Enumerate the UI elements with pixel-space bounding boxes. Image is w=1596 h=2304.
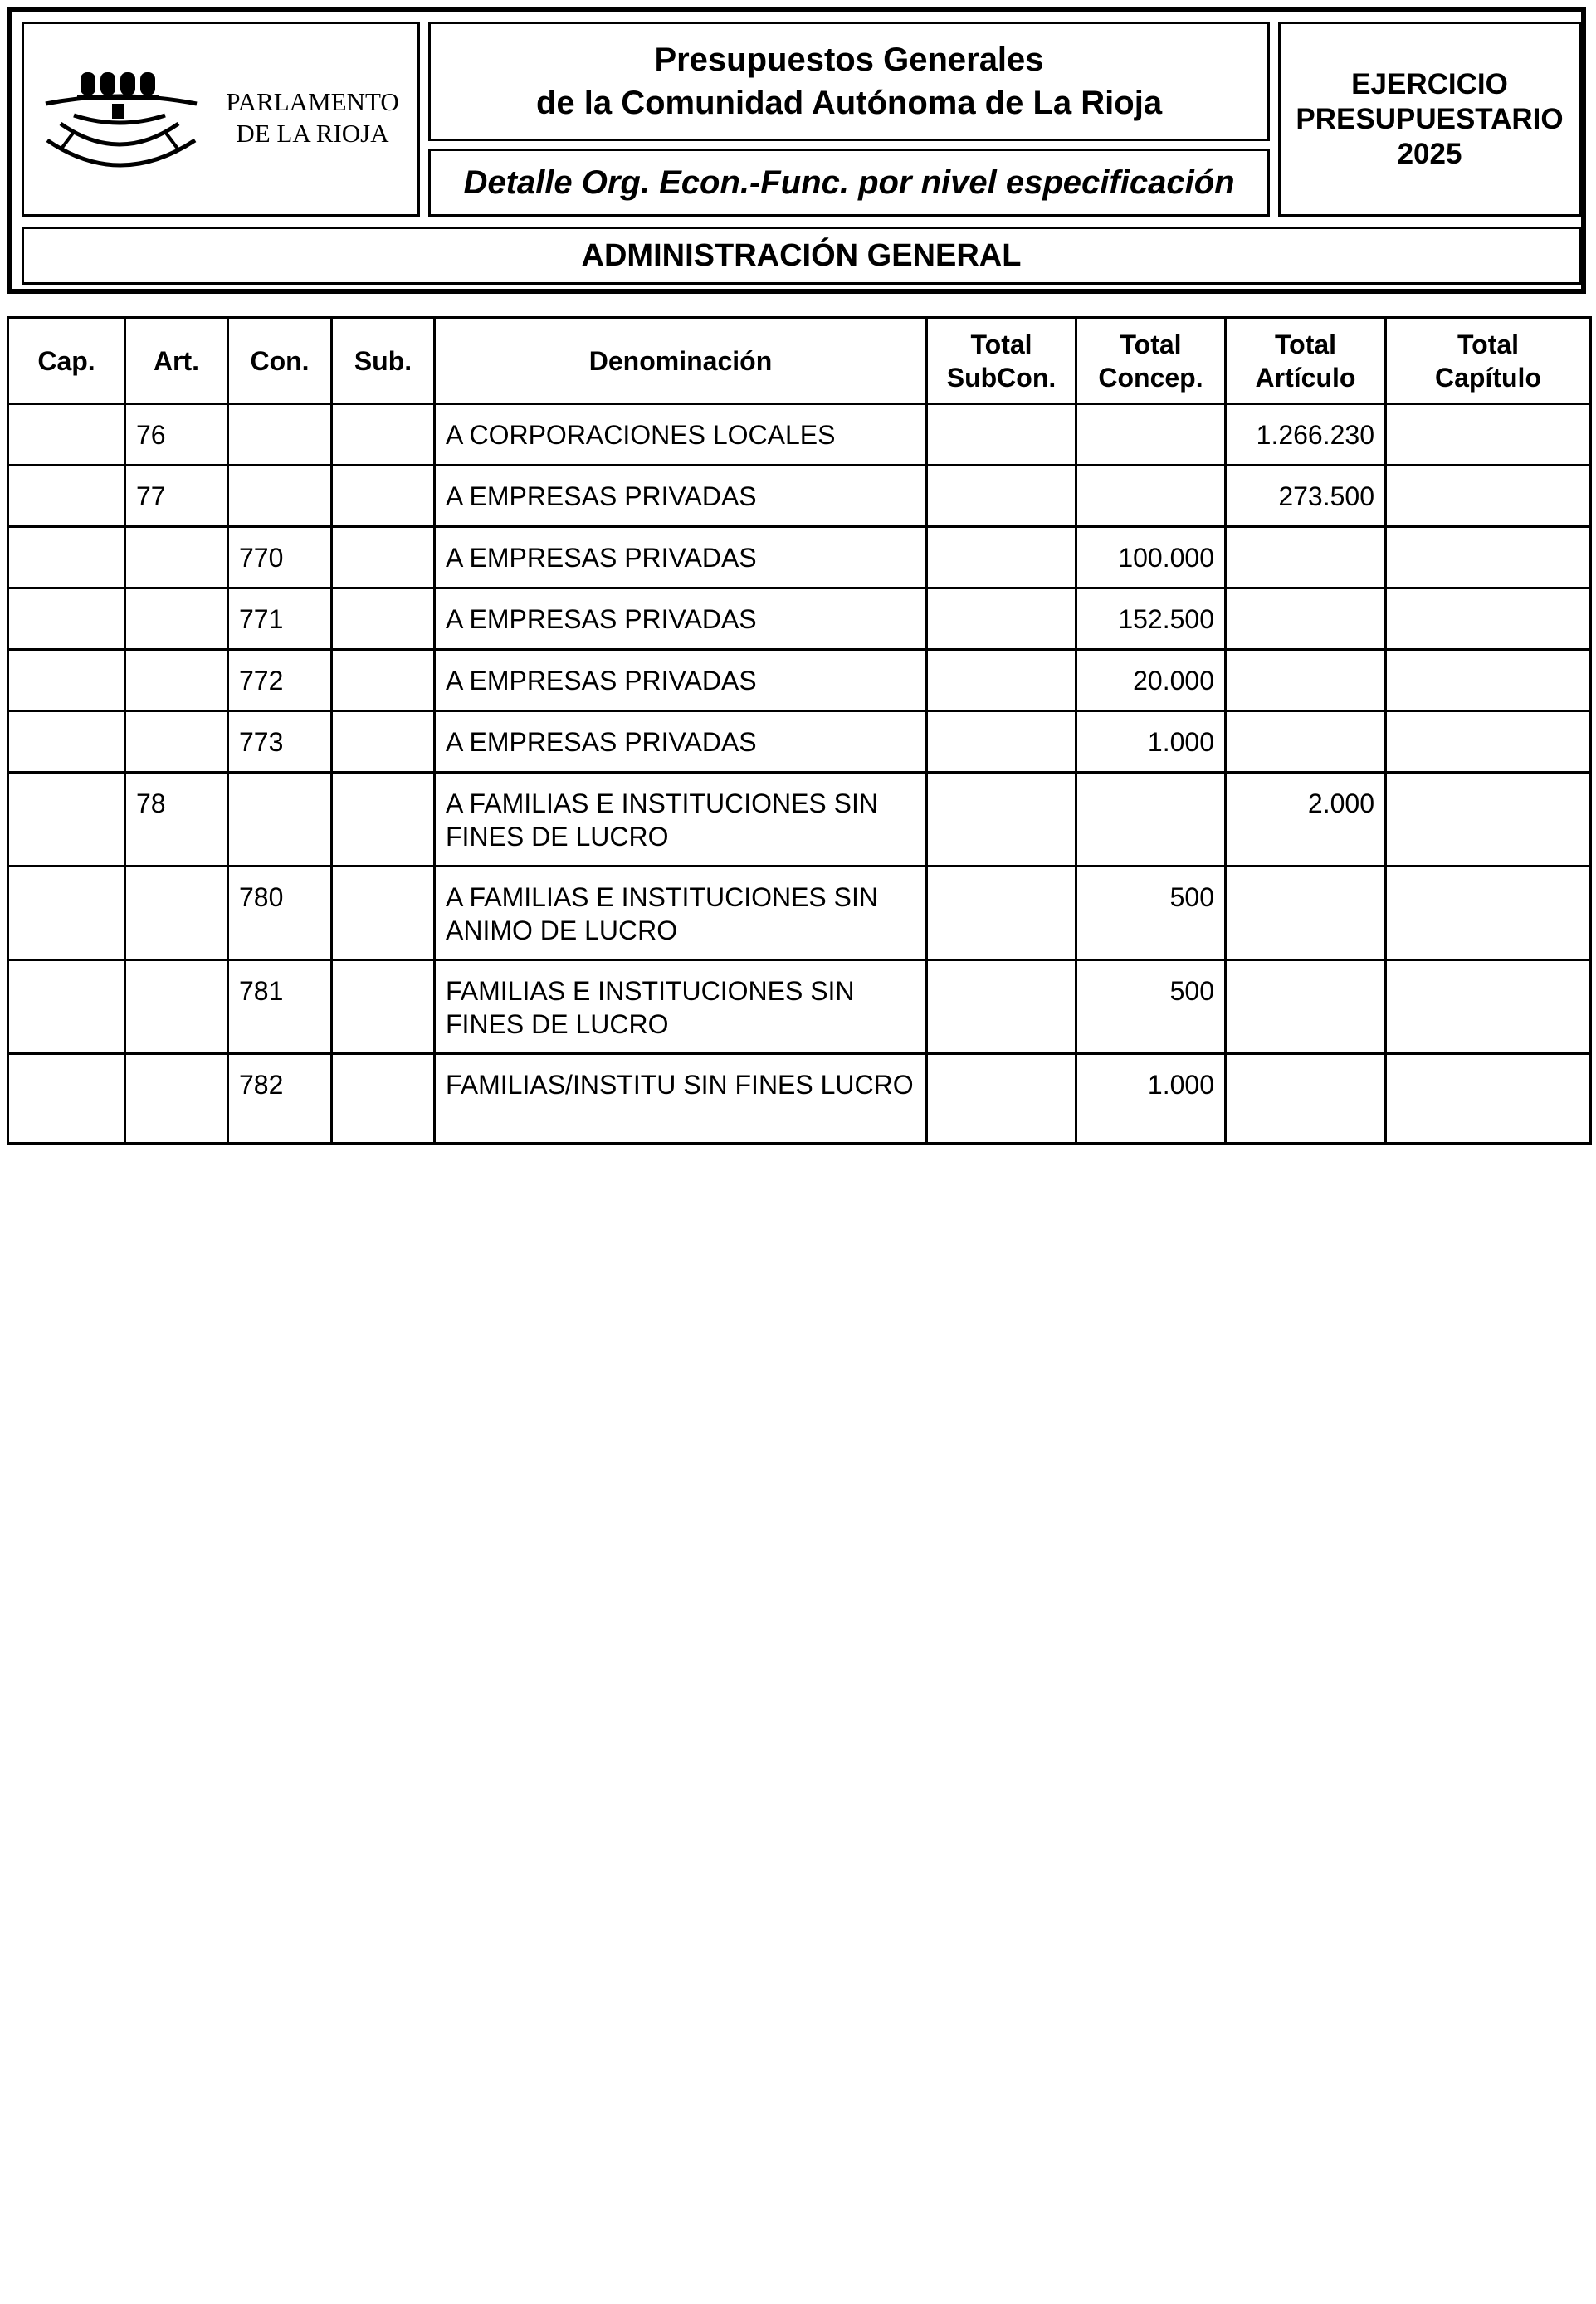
cell-cap — [8, 866, 125, 960]
cell-sub — [332, 527, 435, 588]
cell-total-concep: 100.000 — [1076, 527, 1226, 588]
cell-total-articulo: 273.500 — [1226, 466, 1386, 527]
logo-text — [211, 86, 414, 149]
cell-cap — [8, 650, 125, 711]
cell-total-capitulo — [1386, 711, 1591, 773]
section-box — [22, 227, 1581, 285]
cell-total-subcon — [927, 404, 1076, 466]
cell-con: 772 — [228, 650, 332, 711]
column-header-total-concep: Total Concep. — [1076, 318, 1226, 404]
cell-cap — [8, 588, 125, 650]
cell-total-capitulo — [1386, 960, 1591, 1054]
cell-total-capitulo — [1386, 866, 1591, 960]
column-header-cap: Cap. — [8, 318, 125, 404]
cell-total-subcon — [927, 773, 1076, 866]
cell-cap — [8, 404, 125, 466]
cell-total-subcon — [927, 711, 1076, 773]
cell-total-concep — [1076, 773, 1226, 866]
cell-cap — [8, 960, 125, 1054]
cell-sub — [332, 404, 435, 466]
cell-sub — [332, 773, 435, 866]
cell-art — [125, 527, 228, 588]
cell-cap — [8, 711, 125, 773]
table-header-row — [8, 318, 1591, 404]
section-title: ADMINISTRACIÓN GENERAL — [581, 237, 1022, 273]
cell-total-capitulo — [1386, 773, 1591, 866]
cell-total-subcon — [927, 650, 1076, 711]
cell-total-capitulo — [1386, 588, 1591, 650]
cell-sub — [332, 1054, 435, 1144]
title-box — [428, 22, 1270, 141]
cell-total-concep: 1.000 — [1076, 711, 1226, 773]
cell-art — [125, 588, 228, 650]
table-row — [8, 404, 1591, 466]
cell-con: 773 — [228, 711, 332, 773]
cell-sub — [332, 466, 435, 527]
document-title-line-1: Presupuestos Generales — [654, 41, 1044, 78]
table-row — [8, 773, 1591, 866]
table-row — [8, 960, 1591, 1054]
cell-art — [125, 650, 228, 711]
cell-cap — [8, 1054, 125, 1144]
logo-box — [22, 22, 420, 217]
column-header-total-capitulo: Total Capítulo — [1386, 318, 1591, 404]
logo-line-2: DE LA RIOJA — [236, 119, 389, 148]
cell-total-capitulo — [1386, 404, 1591, 466]
cell-sub — [332, 588, 435, 650]
table-row — [8, 711, 1591, 773]
cell-total-subcon — [927, 466, 1076, 527]
cell-total-articulo — [1226, 1054, 1386, 1144]
cell-cap — [8, 773, 125, 866]
cell-total-subcon — [927, 960, 1076, 1054]
cell-sub — [332, 711, 435, 773]
cell-total-concep: 1.000 — [1076, 1054, 1226, 1144]
parlamento-emblem-icon — [41, 66, 207, 182]
fiscal-year-label-1: EJERCICIO — [1351, 67, 1508, 100]
cell-denominacion: A EMPRESAS PRIVADAS — [435, 711, 927, 773]
cell-total-capitulo — [1386, 527, 1591, 588]
column-header-con: Con. — [228, 318, 332, 404]
cell-denominacion: FAMILIAS/INSTITU SIN FINES LUCRO — [435, 1054, 927, 1144]
cell-con: 781 — [228, 960, 332, 1054]
fiscal-year-box — [1278, 22, 1581, 217]
cell-denominacion: A FAMILIAS E INSTITUCIONES SIN ANIMO DE LUCRO — [435, 866, 927, 960]
subtitle-box — [428, 149, 1270, 217]
cell-total-subcon — [927, 1054, 1076, 1144]
cell-con — [228, 404, 332, 466]
cell-denominacion: A EMPRESAS PRIVADAS — [435, 527, 927, 588]
budget-table — [7, 316, 1592, 1145]
cell-total-subcon — [927, 866, 1076, 960]
cell-total-concep: 500 — [1076, 866, 1226, 960]
cell-art: 77 — [125, 466, 228, 527]
cell-total-articulo — [1226, 527, 1386, 588]
cell-denominacion: A EMPRESAS PRIVADAS — [435, 650, 927, 711]
table-body — [8, 404, 1591, 1144]
table-row — [8, 527, 1591, 588]
cell-art: 78 — [125, 773, 228, 866]
column-header-art: Art. — [125, 318, 228, 404]
cell-total-concep: 152.500 — [1076, 588, 1226, 650]
cell-denominacion: A EMPRESAS PRIVADAS — [435, 588, 927, 650]
cell-total-articulo: 2.000 — [1226, 773, 1386, 866]
cell-denominacion: A EMPRESAS PRIVADAS — [435, 466, 927, 527]
column-header-sub: Sub. — [332, 318, 435, 404]
cell-total-capitulo — [1386, 650, 1591, 711]
cell-denominacion: FAMILIAS E INSTITUCIONES SIN FINES DE LUCRO — [435, 960, 927, 1054]
cell-total-articulo — [1226, 711, 1386, 773]
cell-art — [125, 960, 228, 1054]
cell-total-articulo — [1226, 866, 1386, 960]
cell-total-articulo — [1226, 960, 1386, 1054]
cell-con: 770 — [228, 527, 332, 588]
cell-total-capitulo — [1386, 466, 1591, 527]
cell-con — [228, 466, 332, 527]
cell-total-subcon — [927, 527, 1076, 588]
document-subtitle: Detalle Org. Econ.-Func. por nivel especificación — [463, 164, 1235, 201]
column-header-total-subcon: Total SubCon. — [927, 318, 1076, 404]
cell-total-concep: 500 — [1076, 960, 1226, 1054]
table-row — [8, 866, 1591, 960]
cell-art — [125, 866, 228, 960]
cell-total-articulo: 1.266.230 — [1226, 404, 1386, 466]
cell-con: 771 — [228, 588, 332, 650]
cell-art: 76 — [125, 404, 228, 466]
column-header-total-articulo: Total Artículo — [1226, 318, 1386, 404]
column-header-denominacion: Denominación — [435, 318, 927, 404]
cell-art — [125, 1054, 228, 1144]
table-row — [8, 1054, 1591, 1144]
fiscal-year-value: 2025 — [1397, 137, 1462, 170]
document-header — [7, 7, 1586, 294]
document-title-line-2: de la Comunidad Autónoma de La Rioja — [535, 85, 1163, 121]
cell-art — [125, 711, 228, 773]
cell-con: 780 — [228, 866, 332, 960]
table-row — [8, 466, 1591, 527]
cell-denominacion: A CORPORACIONES LOCALES — [435, 404, 927, 466]
table-row — [8, 650, 1591, 711]
cell-con — [228, 773, 332, 866]
table-header — [8, 318, 1591, 404]
cell-sub — [332, 960, 435, 1054]
cell-total-capitulo — [1386, 1054, 1591, 1144]
logo-line-1: PARLAMENTO — [226, 87, 399, 116]
fiscal-year-label-2: PRESUPUESTARIO — [1296, 102, 1564, 135]
cell-con: 782 — [228, 1054, 332, 1144]
cell-cap — [8, 466, 125, 527]
cell-total-concep — [1076, 466, 1226, 527]
cell-sub — [332, 650, 435, 711]
cell-denominacion: A FAMILIAS E INSTITUCIONES SIN FINES DE LUCRO — [435, 773, 927, 866]
cell-total-concep: 20.000 — [1076, 650, 1226, 711]
cell-total-articulo — [1226, 588, 1386, 650]
cell-total-articulo — [1226, 650, 1386, 711]
cell-total-concep — [1076, 404, 1226, 466]
cell-cap — [8, 527, 125, 588]
cell-total-subcon — [927, 588, 1076, 650]
table-row — [8, 588, 1591, 650]
cell-sub — [332, 866, 435, 960]
